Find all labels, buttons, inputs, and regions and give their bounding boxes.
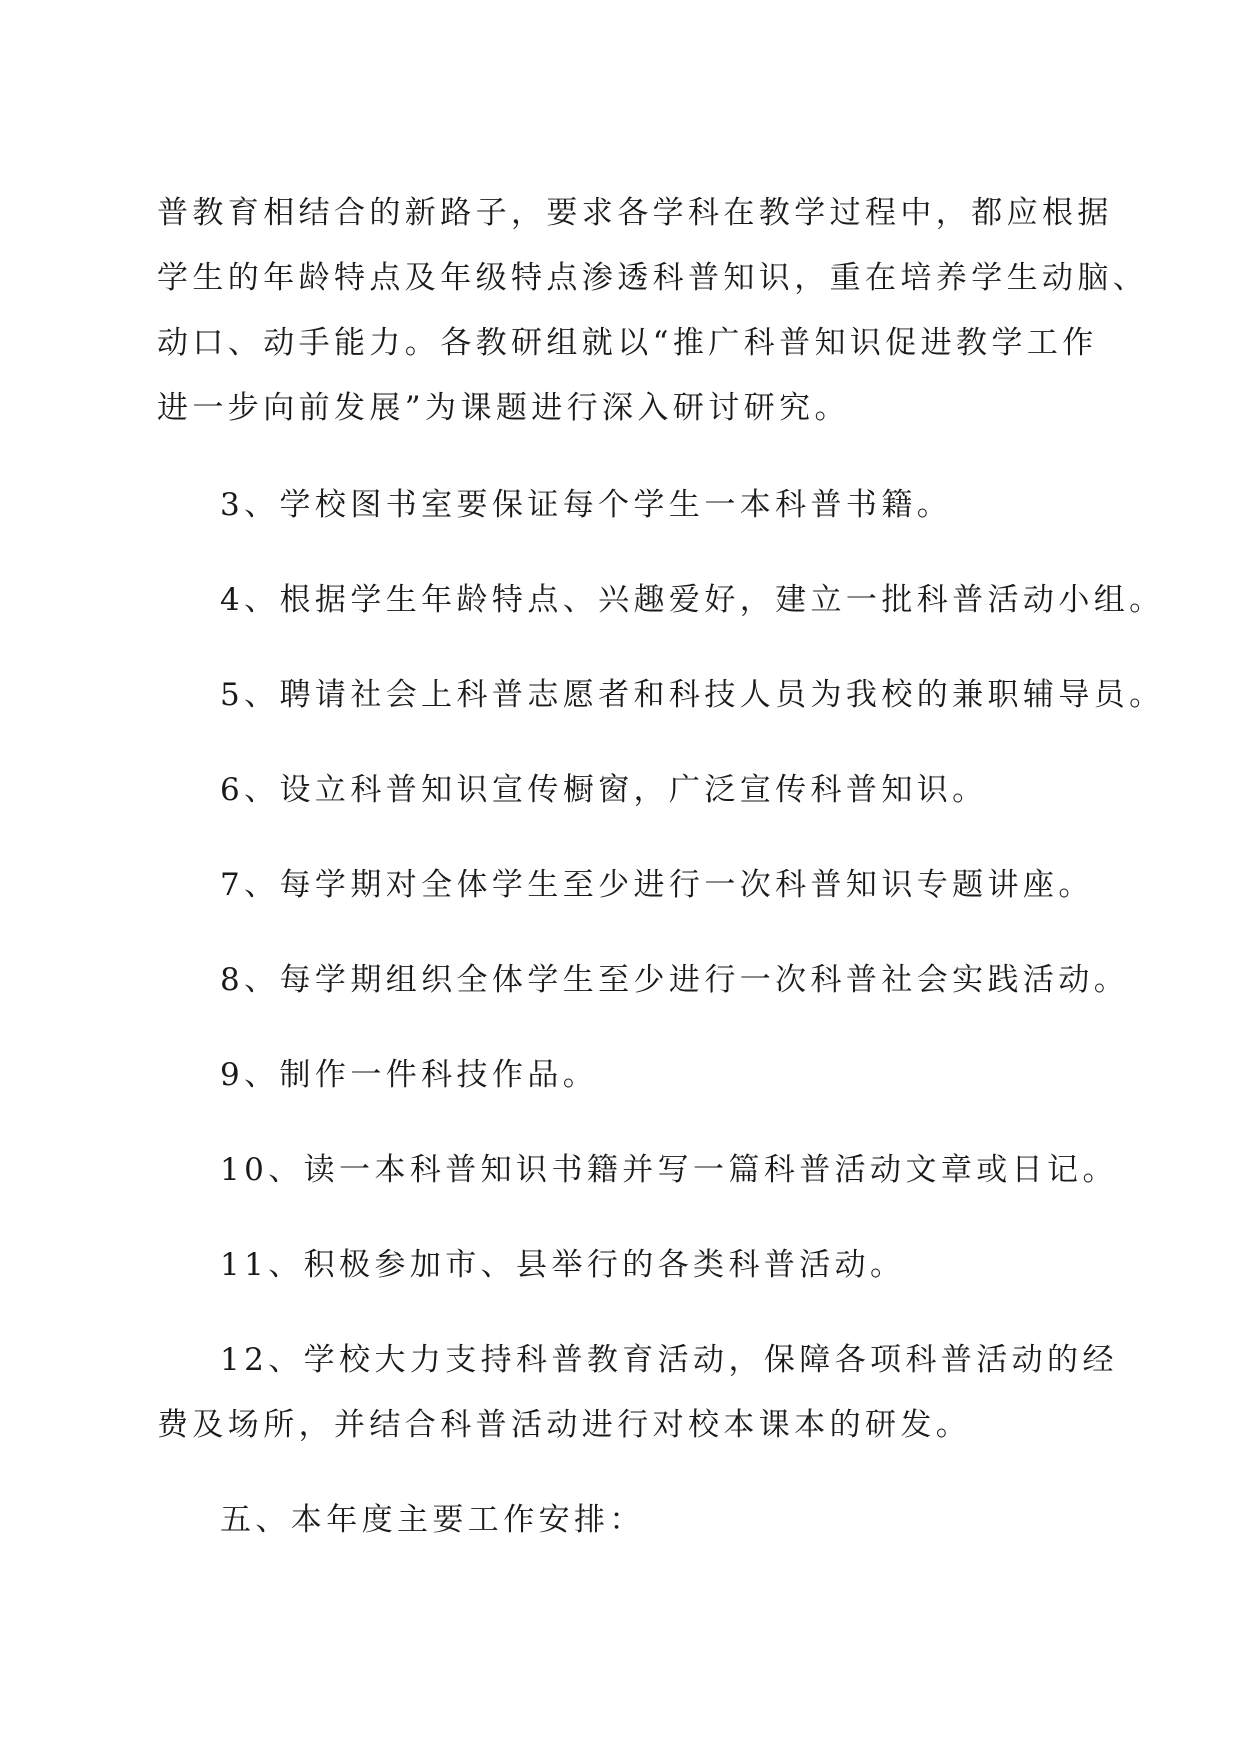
paragraph-line: 动口、动手能力。各教研组就以“推广科普知识促进教学工作	[157, 325, 1098, 361]
section-heading: 五、本年度主要工作安排：	[220, 1502, 645, 1538]
list-item: 4、根据学生年龄特点、兴趣爱好，建立一批科普活动小组。	[220, 582, 1165, 618]
list-item: 6、设立科普知识宣传橱窗，广泛宣传科普知识。	[220, 772, 988, 808]
list-item-line: 12、学校大力支持科普教育活动，保障各项科普活动的经	[220, 1342, 1118, 1378]
paragraph-line: 进一步向前发展”为课题进行深入研讨研究。	[157, 390, 850, 426]
list-item: 8、每学期组织全体学生至少进行一次科普社会实践活动。	[220, 962, 1130, 998]
list-item: 3、学校图书室要保证每个学生一本科普书籍。	[220, 487, 953, 523]
list-item: 9、制作一件科技作品。	[220, 1057, 599, 1093]
list-item: 11、积极参加市、县举行的各类科普活动。	[220, 1247, 906, 1283]
paragraph-line: 学生的年龄特点及年级特点渗透科普知识，重在培养学生动脑、	[157, 260, 1149, 296]
list-item: 5、聘请社会上科普志愿者和科技人员为我校的兼职辅导员。	[220, 677, 1165, 713]
list-item-line: 费及场所，并结合科普活动进行对校本课本的研发。	[157, 1407, 972, 1443]
list-item: 10、读一本科普知识书籍并写一篇科普活动文章或日记。	[220, 1152, 1118, 1188]
paragraph-line: 普教育相结合的新路子，要求各学科在教学过程中，都应根据	[157, 195, 1113, 231]
list-item: 7、每学期对全体学生至少进行一次科普知识专题讲座。	[220, 867, 1094, 903]
